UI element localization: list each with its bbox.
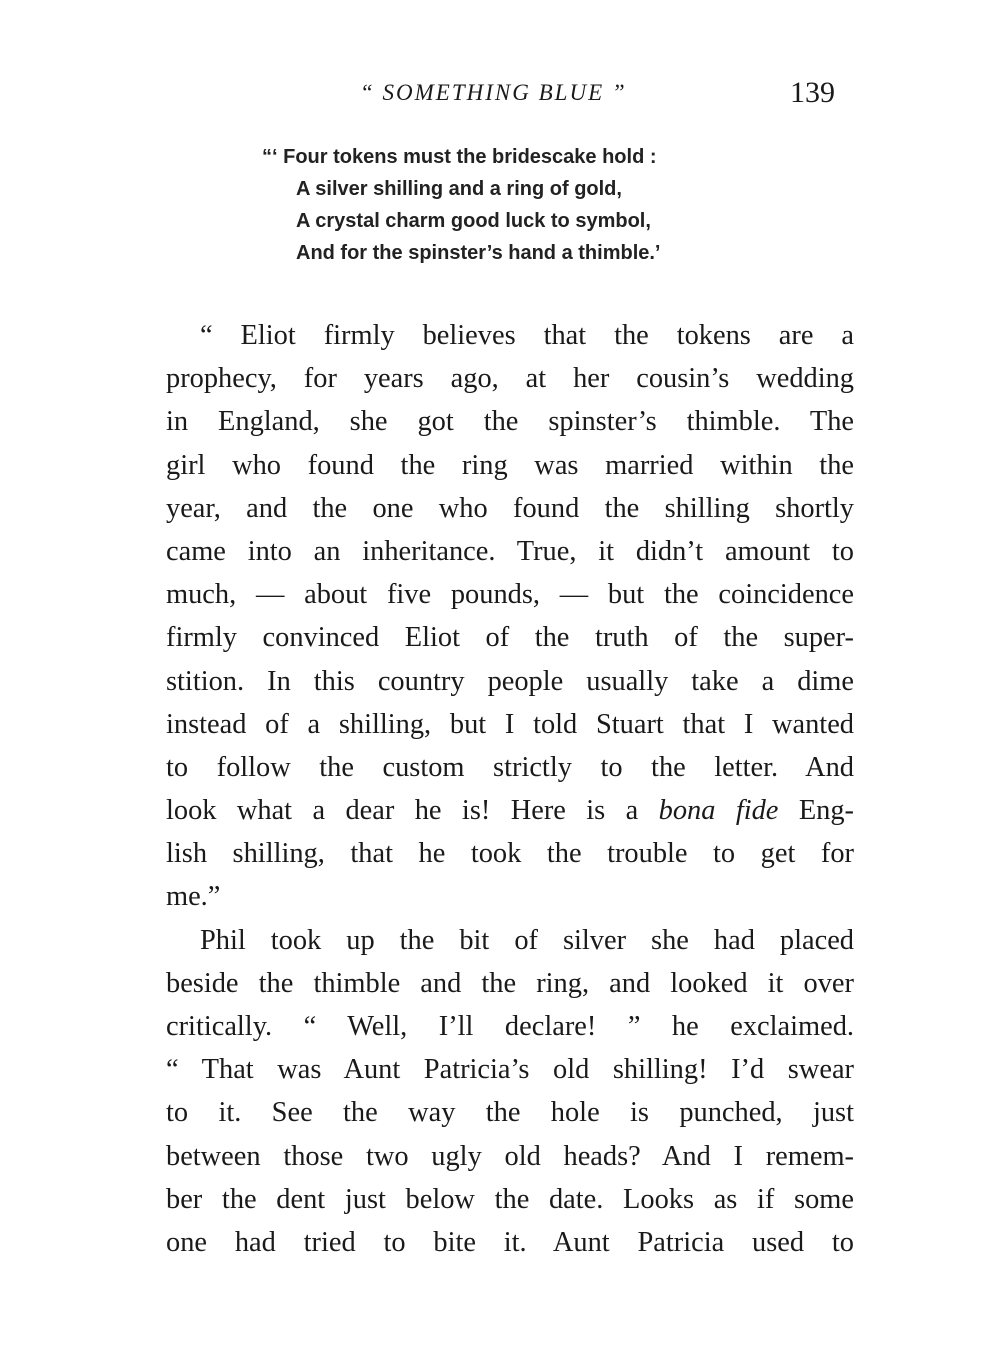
text-line: came into an inheritance. True, it didn’t amount to	[166, 535, 854, 567]
text-line: in England, she got the spinster’s thimble. The	[166, 406, 854, 438]
text-line: one had tried to bite it. Aunt Patricia used to	[166, 1226, 854, 1258]
text-segment: look what a dear he is! Here is a	[166, 795, 639, 827]
text-line: me.”	[166, 881, 221, 913]
running-head-title: “ SOMETHING BLUE ”	[360, 80, 627, 105]
text-line: between those two ugly old heads? And I remem-	[166, 1140, 854, 1172]
text-line: year, and the one who found the shilling shortly	[166, 492, 854, 524]
verse-line: A silver shilling and a ring of gold,	[296, 178, 622, 200]
text-line: critically. “ Well, I’ll declare! ” he exclaimed.	[166, 1011, 854, 1042]
verse-line: And for the spinster’s hand a thimble.’	[296, 242, 661, 264]
text-line: ber the dent just below the date. Looks as if some	[166, 1183, 854, 1215]
text-segment: Eng-	[798, 795, 854, 827]
text-line: firmly convinced Eliot of the truth of the super-	[166, 622, 854, 654]
text-line: much, — about five pounds, — but the coincidence	[166, 579, 854, 611]
verse-quotation	[262, 141, 782, 269]
text-line: to follow the custom strictly to the letter. And	[166, 751, 854, 783]
text-line	[166, 789, 854, 832]
body-text	[166, 314, 854, 1264]
text-line: beside the thimble and the ring, and looked it over	[166, 967, 854, 999]
text-line: “ Eliot firmly believes that the tokens are a	[200, 320, 854, 351]
text-line: stition. In this country people usually take a dime	[166, 665, 854, 697]
text-line: girl who found the ring was married within the	[166, 449, 854, 481]
text-line: to it. See the way the hole is punched, just	[166, 1097, 854, 1129]
page-number: 139	[790, 76, 835, 109]
text-line: prophecy, for years ago, at her cousin’s wedding	[166, 363, 854, 395]
text-line: instead of a shilling, but I told Stuart that I wanted	[166, 708, 854, 740]
verse-line: “‘ Four tokens must the bridescake hold :	[262, 146, 657, 168]
text-line: “ That was Aunt Patricia’s old shilling! I’d swear	[166, 1054, 854, 1086]
verse-line: A crystal charm good luck to symbol,	[296, 210, 651, 232]
text-line: Phil took up the bit of silver she had placed	[200, 924, 854, 956]
italic-phrase: bona fide	[658, 795, 779, 827]
text-line: lish shilling, that he took the trouble to get for	[166, 838, 854, 870]
